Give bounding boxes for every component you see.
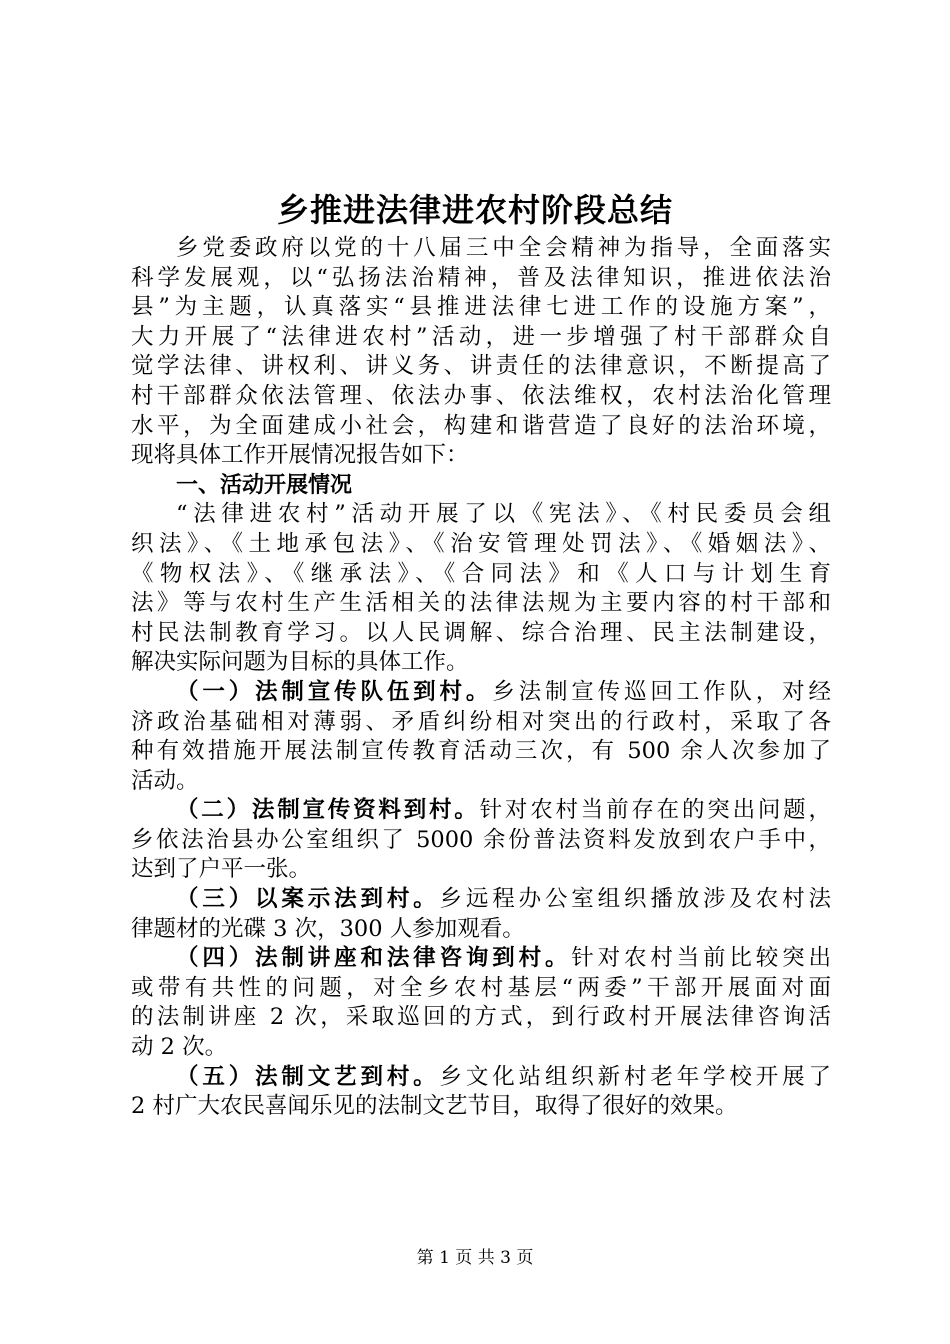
item-label: （一）法制宣传队伍到村。 (176, 678, 493, 705)
item-first-line (131, 885, 831, 915)
paragraph-line: 乡依法治县办公室组织了 5000 余份普法资料发放到农户手中， (131, 826, 831, 853)
paragraph-line: “法律进农村”活动开展了以《宪法》、《村民委员会组 (176, 501, 831, 528)
paragraph-line: 县”为主题，认真落实“县推进法律七进工作的设施方案”， (131, 294, 831, 321)
list-item (131, 944, 831, 1062)
item-label: （四）法制讲座和法律咨询到村。 (176, 945, 572, 972)
paragraph-line: 动 2 次。 (131, 1034, 228, 1061)
paragraph-line: 或带有共性的问题，对全乡农村基层“两委”干部开展面对面 (131, 974, 831, 1001)
item-text: 乡文化站组织新村老年学校开展了 (439, 1063, 831, 1090)
paragraph-line: 的法制讲座 2 次，采取巡回的方式，到行政村开展法律咨询活 (131, 1004, 831, 1031)
intro-paragraph (131, 234, 831, 471)
item-text: 针对农村当前比较突出 (571, 945, 831, 972)
paragraph-line: 达到了户平一张。 (131, 856, 312, 883)
document-title: 乡推进法律进农村阶段总结 (276, 191, 673, 229)
section-heading: 一、活动开展情况 (176, 472, 353, 498)
paragraph-line: 活动。 (131, 767, 199, 794)
paragraph-line: 2 村广大农民喜闻乐见的法制文艺节目，取得了很好的效果。 (131, 1093, 738, 1120)
item-label: （二）法制宣传资料到村。 (176, 797, 480, 824)
document-body (131, 234, 831, 1122)
item-label: （五）法制文艺到村。 (176, 1063, 440, 1090)
item-first-line (131, 1063, 831, 1093)
paragraph-line: 大力开展了“法律进农村”活动，进一步增强了村干部群众自 (131, 323, 831, 350)
section-paragraph (131, 500, 831, 678)
paragraph-line: 村干部群众依法管理、依法办事、依法维权，农村法治化管理 (131, 382, 831, 409)
paragraph-line: 觉学法律、讲权利、讲义务、讲责任的法律意识，不断提高了 (131, 353, 831, 380)
paragraph-line: 水平，为全面建成小社会，构建和谐营造了良好的法治环境， (131, 412, 831, 439)
list-item (131, 1063, 831, 1122)
paragraph-line: 《物权法》、《继承法》、《合同法》和《人口与计划生育 (131, 560, 831, 587)
item-first-line (131, 678, 831, 708)
paragraph-line: 律题材的光碟 3 次，300 人参加观看。 (131, 915, 525, 942)
paragraph-line: 解决实际问题为目标的具体工作。 (131, 649, 469, 676)
list-item (131, 885, 831, 944)
item-label: （三）以案示法到村。 (176, 886, 440, 913)
item-first-line (131, 796, 831, 826)
page-footer: 第 1 页 共 3 页 (416, 1248, 534, 1268)
paragraph-line: 织法》、《土地承包法》、《治安管理处罚法》、《婚姻法》、 (131, 530, 831, 557)
paragraph-line: 济政治基础相对薄弱、矛盾纠纷相对突出的行政村，采取了各 (131, 708, 831, 735)
paragraph-line: 村民法制教育学习。以人民调解、综合治理、民主法制建设， (131, 619, 831, 646)
list-item (131, 796, 831, 885)
item-text: 乡法制宣传巡回工作队，对经 (492, 678, 831, 705)
paragraph-line: 现将具体工作开展情况报告如下： (131, 442, 469, 469)
item-first-line (131, 944, 831, 974)
paragraph-line: 科学发展观，以“弘扬法治精神，普及法律知识，推进依法治 (131, 264, 831, 291)
paragraph-line: 乡党委政府以党的十八届三中全会精神为指导，全面落实 (176, 235, 831, 261)
item-text: 乡远程办公室组织播放涉及农村法 (439, 886, 831, 913)
list-item (131, 678, 831, 796)
paragraph-line: 种有效措施开展法制宣传教育活动三次，有 500 余人次参加了 (131, 738, 831, 765)
paragraph-line: 法》等与农村生产生活相关的法律法规为主要内容的村干部和 (131, 590, 831, 617)
item-text: 针对农村当前存在的突出问题， (479, 797, 831, 824)
